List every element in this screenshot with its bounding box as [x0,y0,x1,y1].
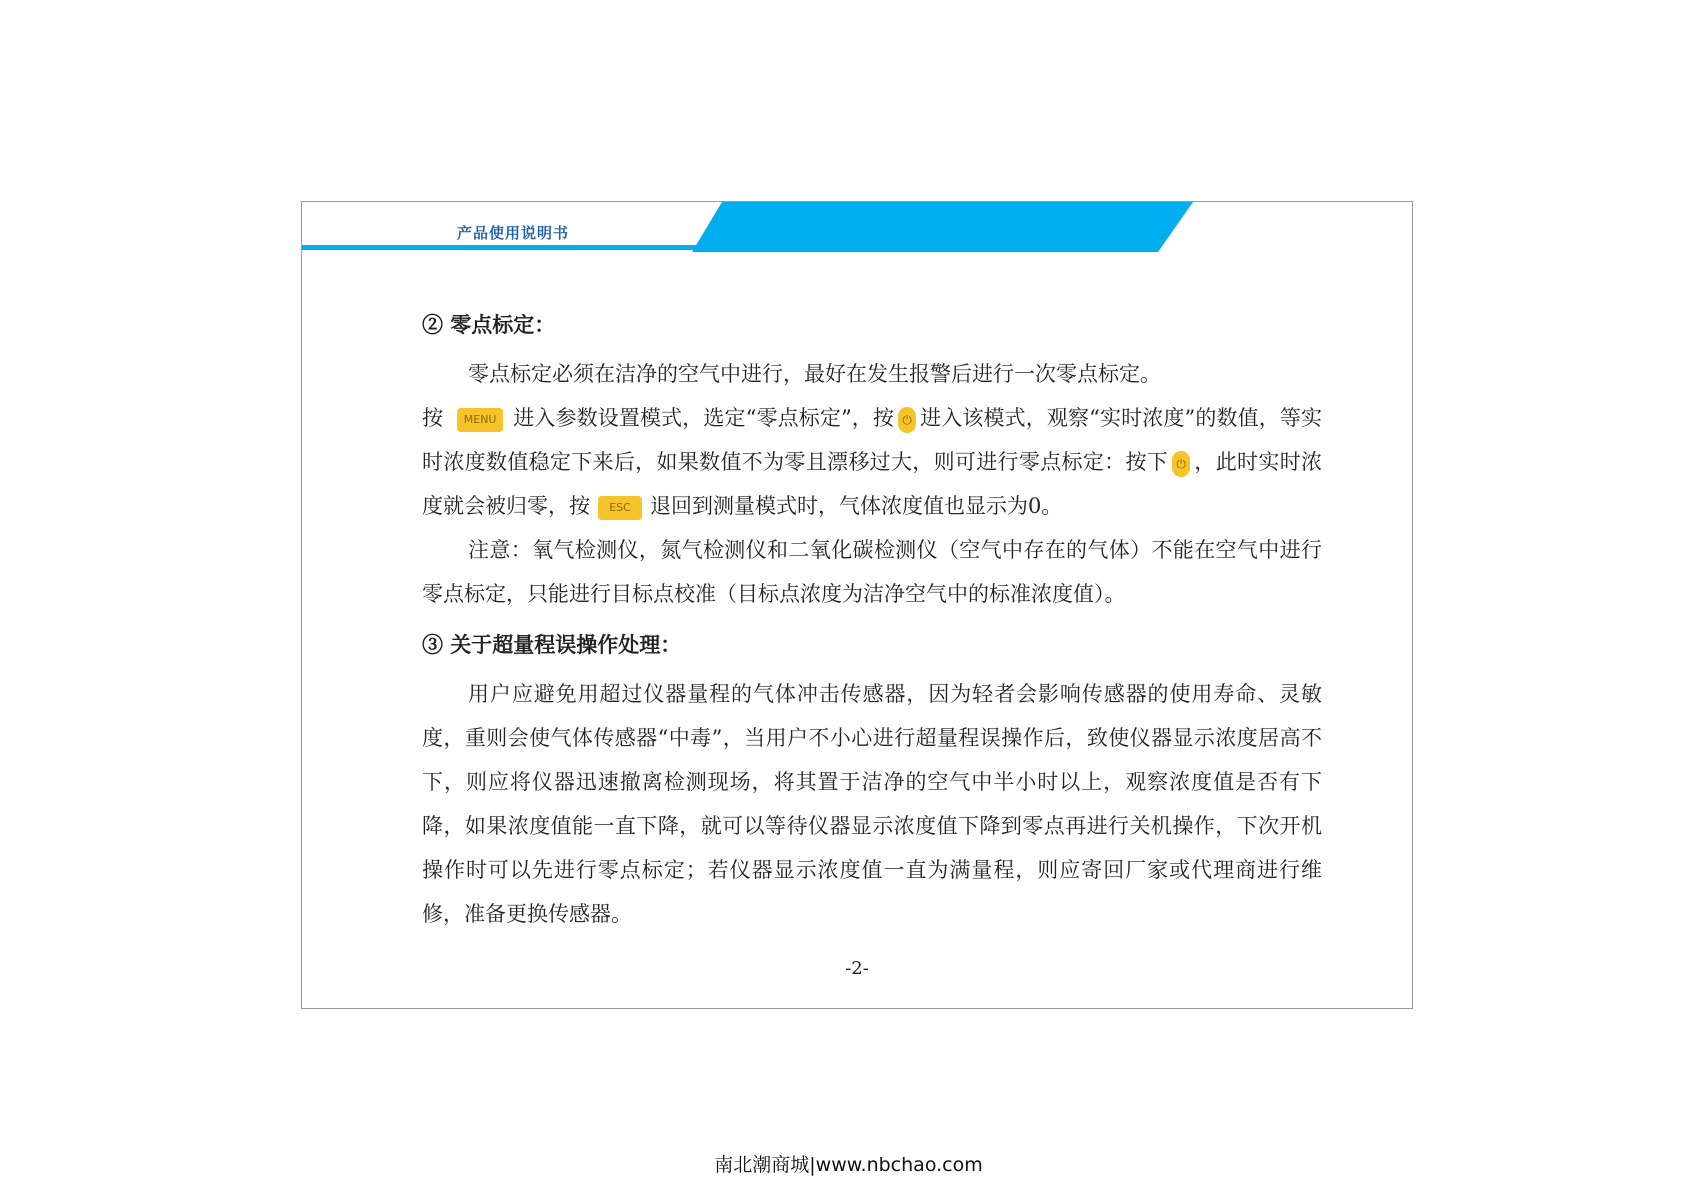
paragraph-key-instructions [422,396,1322,528]
text-run: 进入参数设置模式，选定“零点标定”，按 [513,406,895,430]
section-heading-zero-calibration: ② 零点标定： [422,312,556,337]
header-band [302,202,1412,252]
power-key-icon: ⏻ [898,407,916,433]
section-heading-over-range: ③ 关于超量程误操作处理： [422,632,682,657]
menu-key-icon: MENU [457,408,503,432]
paragraph-note: 注意：氧气检测仪，氮气检测仪和二氧化碳检测仪（空气中存在的气体）不能在空气中进行零点标定，只能进行目标点校准（目标点浓度为洁净空气中的标准浓度值）。 [422,538,1322,606]
page-content [422,310,1322,936]
text-run: 进入该模式，观察“实时浓度”的数值，等实时浓度数值稳定下来后，如果数值不为零且漂移过大，则可进行零点标定：按下 [422,406,1322,474]
text-run: 退回到测量模式时，气体浓度值也显示为0。 [650,494,1063,518]
paragraph: 零点标定必须在洁净的空气中进行，最好在发生报警后进行一次零点标定。 [468,362,1161,386]
text-run: 按 [422,406,444,430]
power-key-icon: ⏻ [1172,451,1190,477]
page-number: -2- [845,958,869,979]
text-run: ，此时实时浓度就会被归零，按 [422,450,1323,518]
header-title: 产品使用说明书 [457,224,570,242]
esc-key-icon: ESC [598,496,642,520]
footer-site-name: 南北潮商城|www.nbchao.com [714,1154,983,1176]
manual-page [301,201,1413,1009]
paragraph: 用户应避免用超过仪器量程的气体冲击传感器，因为轻者会影响传感器的使用寿命、灵敏度，重则会使气体传感器“中毒”，当用户不小心进行超量程误操作后，致使仪器显示浓度居高不下，则应将仪器迅速撤离检测现场，将其置于洁净的空气中半小时以上，观察浓度值是否有下降，如果浓度值能一直下降，就可以等待仪器显示浓度值下降到零点再进行关机操作，下次开机操作时可以先进行零点标定；若仪器显示浓度值一直为满量程，则应寄回厂家或代理商进行维修，准备更换传感器。 [422,682,1322,926]
